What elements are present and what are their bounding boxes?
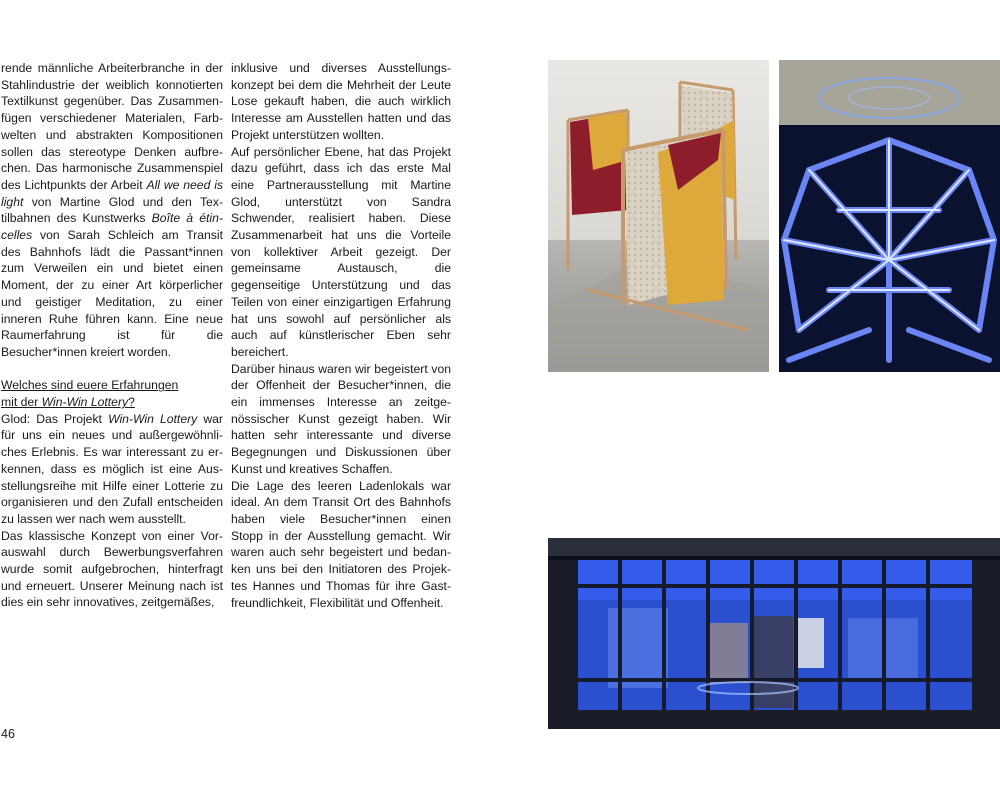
paragraph: Das klassische Konzept von einer Vorauswahl durch Bewerbungsverfahren wurde somit aufgebrochen, hinterfragt und erneuert. Unserer Meinung nach ist dies ein sehr innovatives, zeitgemäßes, (1, 528, 223, 610)
project-title: Win-Win Lottery (108, 411, 198, 426)
interview-question: Welches sind euere Erfahrungen mit der Win-Win Lottery? (1, 378, 179, 410)
paragraph: Die Lage des leeren Ladenlokals war ideal. An dem Transit Ort des Bahnhofs haben viele Besucher*innen einen Stopp in der Ausstellung gemacht. Wir waren auch sehr begeistert und bedanken uns bei den Initiatoren des Projektes Hannes und Thomas für ihre Gastfreundlichkeit, Flexibilität und Offenheit. (231, 478, 451, 610)
photo-storefront-night (548, 538, 1000, 729)
artwork-title: Boîte à étincelles (1, 211, 223, 243)
artwork-title: All we need is light (1, 177, 223, 209)
paragraph: Glod: Das Projekt Win-Win Lottery war für uns ein neues und außergewöhnliches Erlebnis. Es war interessant zu erkennen, dass es möglich ist eine Ausstellungsreihe mit Hilfe einer Lotterie zu organisieren und den Zufall entscheiden zu lassen wer nach wem ausstellt. (1, 411, 223, 526)
paragraph: Darüber hinaus waren wir begeistert von der Offenheit der Besucher*innen, die ein immenses Interesse an zeitgenössischer Kunst gezeigt haben. Wir hatten sehr interessante und diverse Begegnungen und Diskussionen über Kunst und kreatives Schaffen. (231, 361, 451, 476)
page-number: 46 (1, 727, 15, 741)
photo-textile-installation (548, 60, 769, 372)
paragraph: Auf persönlicher Ebene, hat das Projekt dazu geführt, dass ich das erste Mal eine Partnerausstellung mit Martine Glod, unterstützt von Sandra Schwender, realisiert haben. Diese Zusammenarbeit hat uns die Vorteile von kollektiver Arbeit gezeigt. Der gemeinsame Austausch, die gegenseitige Unterstützung und das Teilen von einer einzigartigen Erfahrung hat uns sowohl auf persönlicher als auch auf künstlerischer Eben sehr bereichert. (231, 144, 451, 359)
photo-neon-light-installation (779, 60, 1000, 372)
paragraph: inklusive und diverses Ausstellungskonzept bei dem die Mehrheit der Leute Lose gekauft haben, die auch wirklich Interesse am Ausstellen hatten und das Projekt unterstützen wollten. (231, 61, 451, 142)
paragraph: rende männliche Arbeiterbranche in der Stahlindustrie der weiblich konnotierten Textilkunst gegenüber. Das Zusammenfügen verschiedener Materialen, Farbwelten und abstrakten Kompositionen sollen das stereotype Denken aufbrechen. Das harmonische Zusammenspiel des Lichtpunkts der Arbeit All we need is light von Martine Glod und den Textilbahnen des Kunstwerks Boîte à étincelles von Sarah Schleich am Transit des Bahnhofs lädt die Passant*innen zum Verweilen ein und bietet einen Moment, der zu einer Art körperlicher und geistiger Meditation, zu einer inneren Ruhe führen kann. Eine neue Raumerfahrung ist für die Besucher*innen kreiert worden. (1, 61, 223, 359)
text-column-right (231, 60, 451, 611)
text-column-left (1, 60, 223, 611)
